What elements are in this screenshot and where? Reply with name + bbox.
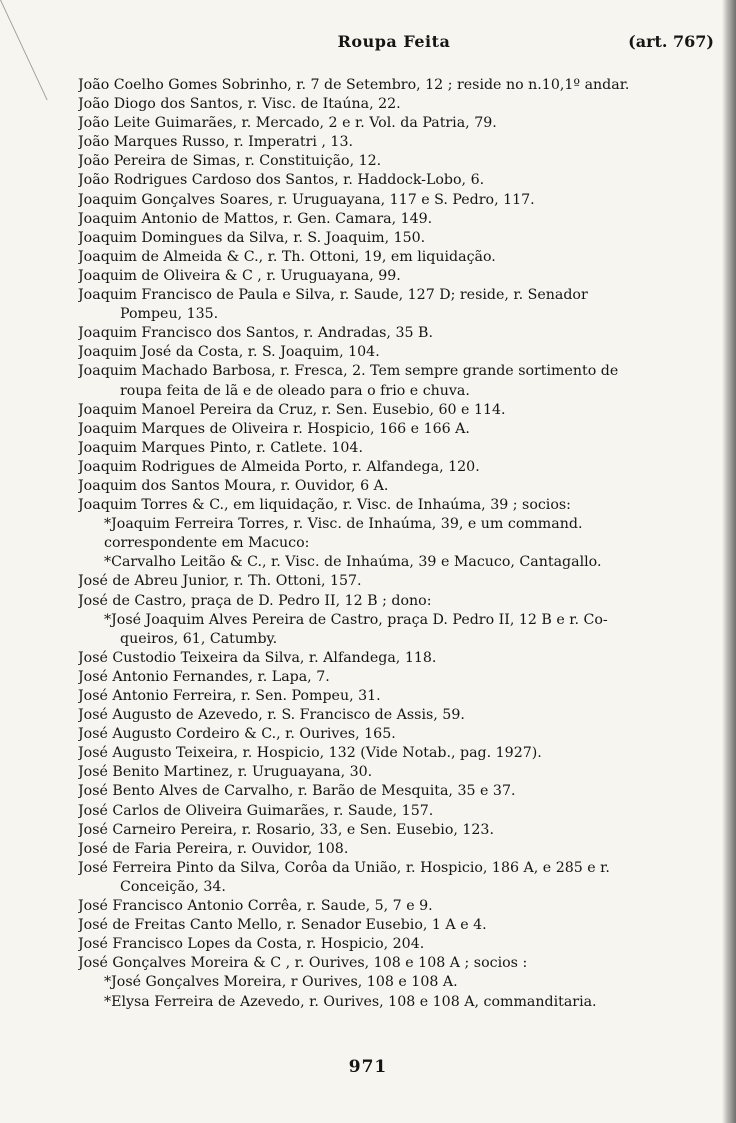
- list-item: Joaquim Machado Barbosa, r. Fresca, 2. Tem sempre grande sortimento de: [78, 363, 619, 380]
- list-item-continuation: roupa feita de lã e de oleado para o frio e chuva.: [120, 382, 470, 399]
- list-item: Joaquim Domingues da Silva, r. S. Joaquim, 150.: [78, 229, 426, 246]
- list-item: Joaquim Antonio de Mattos, r. Gen. Camara, 149.: [78, 210, 433, 227]
- list-item: José Francisco Antonio Corrêa, r. Saude, 5, 7 e 9.: [78, 898, 433, 915]
- list-item: José de Freitas Canto Mello, r. Senador Eusebio, 1 A e 4.: [78, 917, 487, 934]
- list-item: Joaquim Francisco dos Santos, r. Andradas, 35 B.: [78, 325, 433, 342]
- list-item: João Pereira de Simas, r. Constituição, 12.: [78, 153, 382, 170]
- list-item-continuation: Conceição, 34.: [120, 878, 226, 895]
- list-item: José Antonio Ferreira, r. Sen. Pompeu, 31.: [78, 688, 381, 704]
- list-item: Joaquim Manoel Pereira da Cruz, r. Sen. Eusebio, 60 e 114.: [78, 401, 506, 418]
- list-item: José Ferreira Pinto da Silva, Corôa da União, r. Hospicio, 186 A, e 285 e r.: [78, 859, 610, 876]
- list-item: José Augusto Teixeira, r. Hospicio, 132 (Vide Notab., pag. 1927).: [78, 745, 542, 762]
- list-item: Joaquim de Almeida & C., r. Th. Ottoni, 19, em liquidação.: [78, 248, 496, 265]
- list-item: João Diogo dos Santos, r. Visc. de Itaúna, 22.: [78, 96, 401, 113]
- list-item: Joaquim dos Santos Moura, r. Ouvidor, 6 A.: [78, 477, 389, 494]
- list-item: José Bento Alves de Carvalho, r. Barão de Mesquita, 35 e 37.: [78, 783, 516, 800]
- list-item: José Francisco Lopes da Costa, r. Hospicio, 204.: [78, 936, 425, 953]
- list-item: Joaquim Gonçalves Soares, r. Uruguayana, 117 e S. Pedro, 117.: [78, 191, 535, 208]
- scan-edge-shadow: [722, 0, 736, 1123]
- page-number: 971: [348, 1057, 388, 1077]
- list-item: José Benito Martinez, r. Uruguayana, 30.: [78, 764, 373, 781]
- list-item-continuation: queiros, 61, Catumby.: [120, 630, 278, 647]
- page-header: [74, 32, 714, 58]
- list-item: José Augusto Cordeiro & C., r. Ourives, 165.: [78, 726, 396, 743]
- list-item: José de Faria Pereira, r. Ouvidor, 108.: [78, 840, 349, 857]
- list-item: João Rodrigues Cardoso dos Santos, r. Haddock-Lobo, 6.: [78, 172, 485, 189]
- entry-list: [78, 76, 724, 1012]
- list-item-continuation: Pompeu, 135.: [120, 306, 219, 323]
- list-item: Joaquim José da Costa, r. S. Joaquim, 104.: [78, 344, 380, 361]
- list-item: João Marques Russo, r. Imperatri , 13.: [78, 134, 353, 151]
- list-item: José de Abreu Junior, r. Th. Ottoni, 157.: [78, 573, 362, 590]
- list-item: José de Castro, praça de D. Pedro II, 12 B ; dono:: [78, 592, 432, 609]
- list-item-partner: *José Gonçalves Moreira, r Ourives, 108 e 108 A.: [104, 974, 458, 991]
- list-item-partner: *José Joaquim Alves Pereira de Castro, praça D. Pedro II, 12 B e r. Co-: [104, 611, 608, 628]
- list-item: José Augusto de Azevedo, r. S. Francisco de Assis, 59.: [78, 707, 465, 724]
- list-item: Joaquim Marques de Oliveira r. Hospicio, 166 e 166 A.: [78, 420, 470, 437]
- list-item: João Leite Guimarães, r. Mercado, 2 e r. Vol. da Patria, 79.: [78, 115, 497, 132]
- article-number: (art. 767): [628, 32, 714, 51]
- list-item: José Gonçalves Moreira & C , r. Ourives, 108 e 108 A ; socios :: [78, 955, 528, 972]
- list-item: Joaquim Torres & C., em liquidação, r. Visc. de Inhaúma, 39 ; socios:: [78, 497, 571, 514]
- list-item: José Carneiro Pereira, r. Rosario, 33, e Sen. Eusebio, 123.: [78, 821, 494, 838]
- list-item-partner: *Carvalho Leitão & C., r. Visc. de Inhaúma, 39 e Macuco, Cantagallo.: [104, 554, 602, 571]
- list-item-partner: *Elysa Ferreira de Azevedo, r. Ourives, 108 e 108 A, commanditaria.: [104, 993, 597, 1010]
- page-title: Roupa Feita: [337, 32, 451, 51]
- list-item: José Carlos de Oliveira Guimarães, r. Saude, 157.: [78, 802, 434, 819]
- list-item: José Custodio Teixeira da Silva, r. Alfandega, 118.: [78, 649, 437, 666]
- list-item: João Coelho Gomes Sobrinho, r. 7 de Setembro, 12 ; reside no n.10,1º andar.: [78, 77, 630, 93]
- list-item: Joaquim Rodrigues de Almeida Porto, r. Alfandega, 120.: [78, 458, 480, 475]
- list-item: Joaquim Marques Pinto, r. Catlete. 104.: [78, 439, 363, 456]
- list-item-continuation: correspondente em Macuco:: [104, 535, 310, 552]
- list-item: Joaquim Francisco de Paula e Silva, r. Saude, 127 D; reside, r. Senador: [78, 287, 588, 304]
- list-item-partner: *Joaquim Ferreira Torres, r. Visc. de Inhaúma, 39, e um command.: [104, 516, 583, 533]
- list-item: José Antonio Fernandes, r. Lapa, 7.: [78, 668, 330, 685]
- list-item: Joaquim de Oliveira & C , r. Uruguayana, 99.: [78, 267, 401, 284]
